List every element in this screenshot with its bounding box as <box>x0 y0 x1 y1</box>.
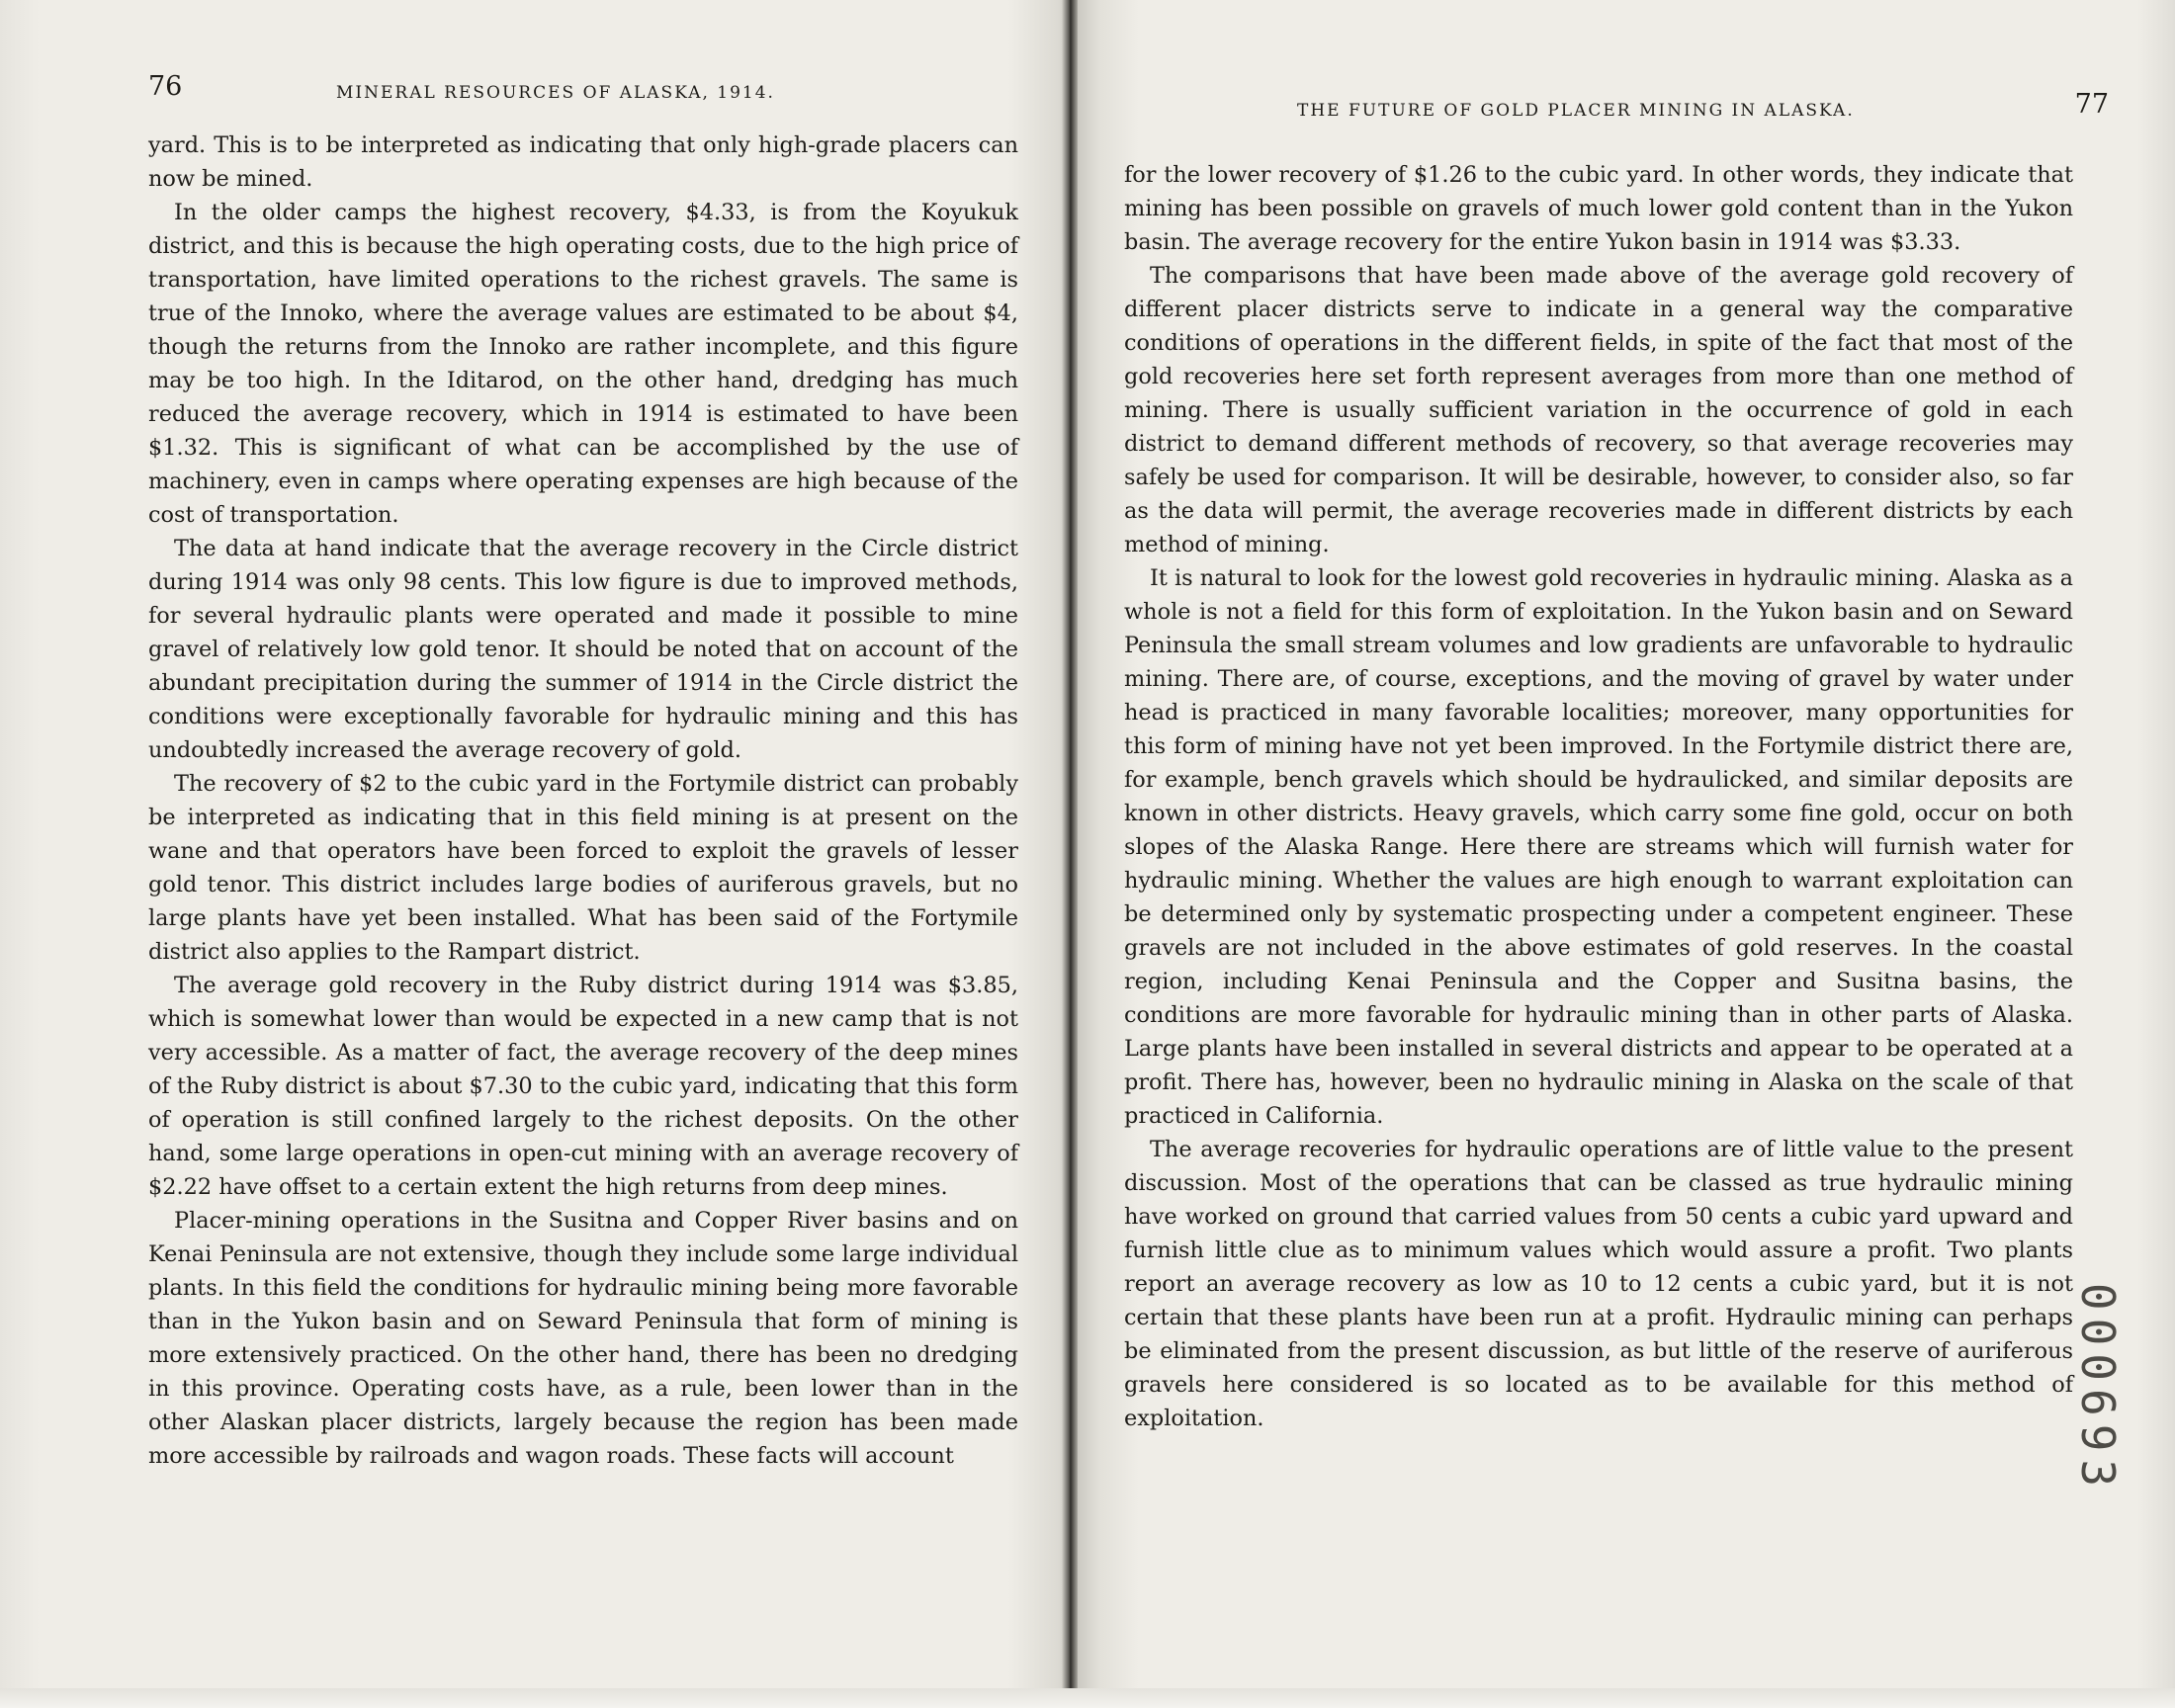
paragraph: The recovery of $2 to the cubic yard in the Fortymile district can probably be interpreted as indicating that in this field mining is at present on the wane and that operators have been forced to exploit the gravels of lesser gold tenor. This district includes large bodies of auriferous gravels, but no large plants have yet been installed. What has been said of the Fortymile district also applies to the Rampart district. <box>148 771 1018 965</box>
archive-stamp-number: 000693 <box>2071 1282 2125 1495</box>
paragraph: The data at hand indicate that the average recovery in the Circle district during 1914 was only 98 cents. This low figure is due to improved methods, for several hydraulic plants were operated and made it possible to mine gravel of relatively low gold tenor. It should be noted that on account of the abundant precipitation during the summer of 1914 in the Circle district the conditions were exceptionally favorable for hydraulic mining and this has undoubtedly increased the average recovery of gold. <box>148 536 1018 763</box>
right-running-head: THE FUTURE OF GOLD PLACER MINING IN ALASKA. <box>1297 101 1855 121</box>
paragraph: The average gold recovery in the Ruby district during 1914 was $3.85, which is somewhat lower than would be expected in a new camp that is not very accessible. As a matter of fact, the average recovery of the deep mines of the Ruby district is about $7.30 to the cubic yard, indicating that this form of operation is still confined largely to the richest deposits. On the other hand, some large operations in open-cut mining with an average recovery of $2.22 have offset to a certain extent the high returns from deep mines. <box>148 973 1018 1200</box>
paragraph: for the lower recovery of $1.26 to the cubic yard. In other words, they indicate that mining has been possible on gravels of much lower gold content than in the Yukon basin. The average recovery for the entire Yukon basin in 1914 was $3.33. <box>1124 162 2073 255</box>
paragraph: Placer-mining operations in the Susitna and Copper River basins and on Kenai Peninsula are not extensive, though they include some large individual plants. In this field the conditions for hydraulic mining being more favorable than in the Yukon basin and on Seward Peninsula that form of mining is more extensively practiced. On the other hand, there has been no dredging in this province. Operating costs have, as a rule, been lower than in the other Alaskan placer districts, largely because the region has been made more accessible by railroads and wagon roads. These facts will account <box>148 1208 1018 1469</box>
scan-bottom-edge <box>0 1688 2175 1708</box>
book-gutter <box>1062 0 1078 1708</box>
left-page <box>0 0 1070 1708</box>
left-page-number: 76 <box>148 71 183 102</box>
right-page-body <box>1124 158 2073 1435</box>
paragraph: The average recoveries for hydraulic operations are of little value to the present discussion. Most of the operations that can be classed as true hydraulic mining have worked on ground that carried values from 50 cents a cubic yard upward and furnish little clue as to minimum values which would assure a profit. Two plants report an average recovery as low as 10 to 12 cents a cubic yard, but it is not certain that these plants have been run at a profit. Hydraulic mining can perhaps be eliminated from the present discussion, as but little of the reserve of auriferous gravels here considered is so located as to be available for this method of exploitation. <box>1124 1137 2073 1431</box>
right-page <box>1070 0 2175 1708</box>
right-page-number: 77 <box>2074 89 2109 120</box>
paragraph: It is natural to look for the lowest gold recoveries in hydraulic mining. Alaska as a whole is not a field for this form of exploitation. In the Yukon basin and on Seward Peninsula the small stream volumes and low gradients are unfavorable to hydraulic mining. There are, of course, exceptions, and the moving of gravel by water under head is practiced in many favorable localities; moreover, many opportunities for this form of mining have not yet been improved. In the Fortymile district there are, for example, bench gravels which should be hydraulicked, and similar deposits are known in other districts. Heavy gravels, which carry some fine gold, occur on both slopes of the Alaska Range. Here there are streams which will furnish water for hydraulic mining. Whether the values are high enough to warrant exploitation can be determined only by systematic prospecting under a competent engineer. These gravels are not included in the above estimates of gold reserves. In the coastal region, including Kenai Peninsula and the Copper and Susitna basins, the conditions are more favorable for hydraulic mining than in other parts of Alaska. Large plants have been installed in several districts and appear to be operated at a profit. There has, however, been no hydraulic mining in Alaska on the scale of that practiced in California. <box>1124 565 2073 1129</box>
left-running-head: MINERAL RESOURCES OF ALASKA, 1914. <box>336 83 775 103</box>
paragraph: The comparisons that have been made above of the average gold recovery of different placer districts serve to indicate in a general way the comparative conditions of operations in the different fields, in spite of the fact that most of the gold recoveries here set forth represent averages from more than one method of mining. There is usually sufficient variation in the occurrence of gold in each district to demand different methods of recovery, so that average recoveries may safely be used for comparison. It will be desirable, however, to consider also, so far as the data will permit, the average recoveries made in different districts by each method of mining. <box>1124 263 2073 557</box>
left-page-body <box>148 128 1018 1473</box>
paragraph: In the older camps the highest recovery, $4.33, is from the Koyukuk district, and this is because the high operating costs, due to the high price of transportation, have limited operations to the richest gravels. The same is true of the Innoko, where the average values are estimated to be about $4, though the returns from the Innoko are rather incomplete, and this figure may be too high. In the Iditarod, on the other hand, dredging has much reduced the average recovery, which in 1914 is estimated to have been $1.32. This is significant of what can be accomplished by the use of machinery, even in camps where operating expenses are high because of the cost of transportation. <box>148 200 1018 528</box>
paragraph: yard. This is to be interpreted as indicating that only high-grade placers can now be mined. <box>148 132 1018 192</box>
